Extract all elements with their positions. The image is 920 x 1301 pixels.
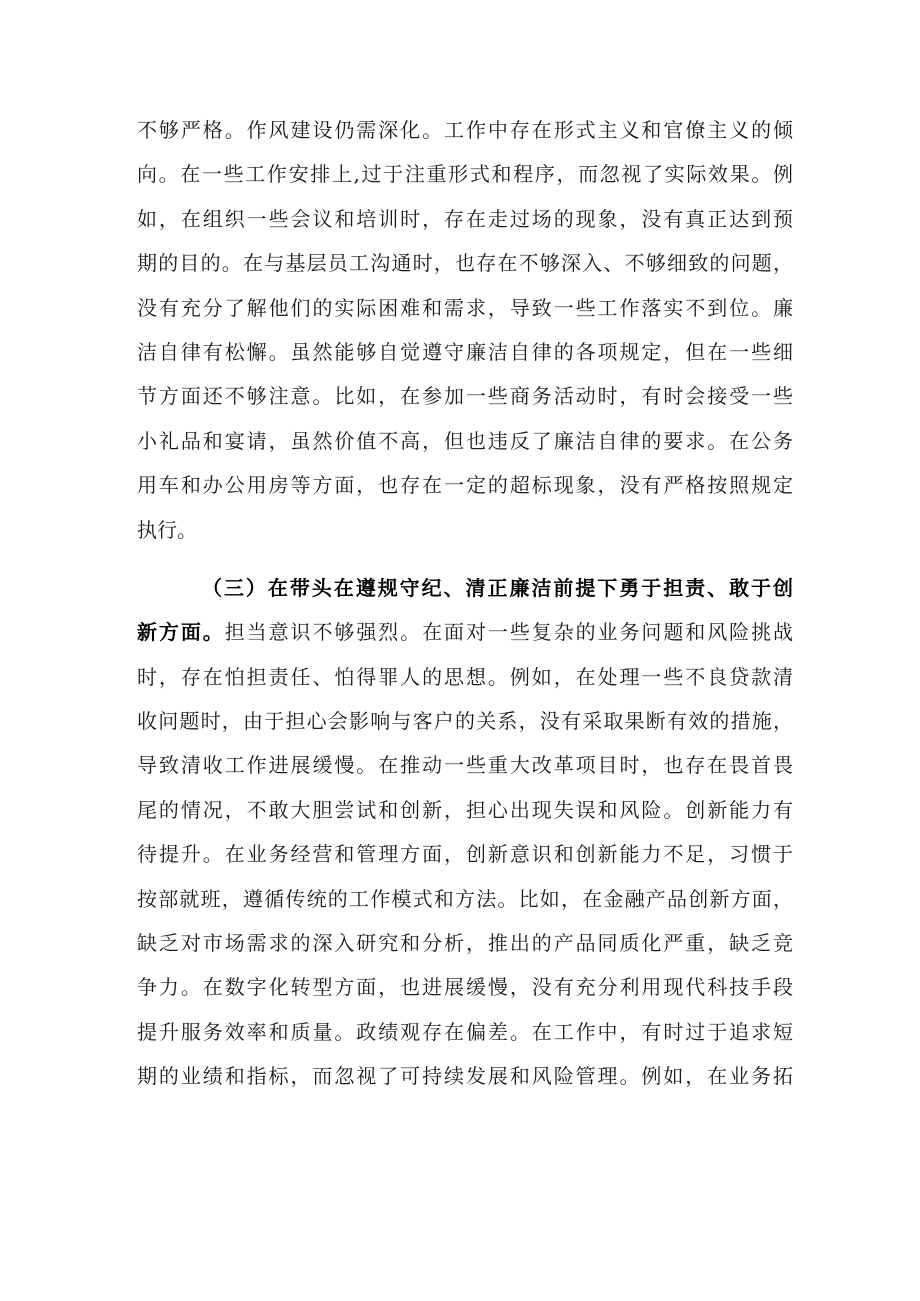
- text-line: 不够严格。作风建设仍需深化。工作中存在形式主义和官僚主义的倾: [137, 118, 793, 142]
- text-line: 向。在一些工作安排上,过于注重形式和程序，而忽视了实际效果。例: [137, 162, 793, 187]
- text-line: 用车和办公用房等方面，也存在一定的超标现象，没有严格按照规定: [137, 473, 793, 498]
- text-line: 没有充分了解他们的实际困难和需求，导致一些工作落实不到位。廉: [137, 295, 793, 320]
- text-line: 执行。: [137, 517, 197, 542]
- text-line: 如，在组织一些会议和培训时，存在走过场的现象，没有真正达到预: [137, 206, 793, 231]
- text-line: 导致清收工作进展缓慢。在推动一些重大改革项目时，也存在畏首畏: [137, 753, 793, 778]
- text-line: 提升服务效率和质量。政绩观存在偏差。在工作中，有时过于追求短: [137, 1019, 793, 1044]
- text-line: 洁自律有松懈。虽然能够自觉遵守廉洁自律的各项规定，但在一些细: [137, 339, 793, 364]
- document-body: [137, 108, 793, 1099]
- text-line: 按部就班，遵循传统的工作模式和方法。比如，在金融产品创新方面，: [137, 886, 793, 911]
- text-line: 期的业绩和指标，而忽视了可持续发展和风险管理。例如，在业务拓: [137, 1064, 793, 1089]
- text-line: 期的目的。在与基层员工沟通时，也存在不够深入、不够细致的问题，: [137, 251, 793, 276]
- text-run: 担当意识不够强烈。在面对一些复杂的业务问题和风险挑战: [224, 620, 793, 645]
- text-line: [137, 610, 793, 654]
- text-line: 收问题时，由于担心会影响与客户的关系，没有采取果断有效的措施，: [137, 709, 793, 734]
- section-heading-end: 新方面。: [137, 620, 225, 645]
- text-line: 争力。在数字化转型方面，也进展缓慢，没有充分利用现代科技手段: [137, 975, 793, 1000]
- text-line: 待提升。在业务经营和管理方面，创新意识和创新能力不足，习惯于: [137, 842, 793, 867]
- text-line: 尾的情况，不敢大胆尝试和创新，担心出现失误和风险。创新能力有: [137, 797, 793, 822]
- text-line: 缺乏对市场需求的深入研究和分析，推出的产品同质化严重，缺乏竞: [137, 931, 793, 956]
- text-line: 小礼品和宴请，虽然价值不高，但也违反了廉洁自律的要求。在公务: [137, 428, 793, 453]
- text-line: 节方面还不够注意。比如，在参加一些商务活动时，有时会接受一些: [137, 384, 793, 409]
- paragraph-1: [137, 108, 793, 552]
- section-heading: （三）在带头在遵规守纪、清正廉洁前提下勇于担责、敢于创: [202, 575, 793, 600]
- text-line: 时，存在怕担责任、怕得罪人的思想。例如，在处理一些不良贷款清: [137, 664, 793, 689]
- paragraph-gap: [137, 552, 793, 566]
- paragraph-2: [137, 566, 793, 1099]
